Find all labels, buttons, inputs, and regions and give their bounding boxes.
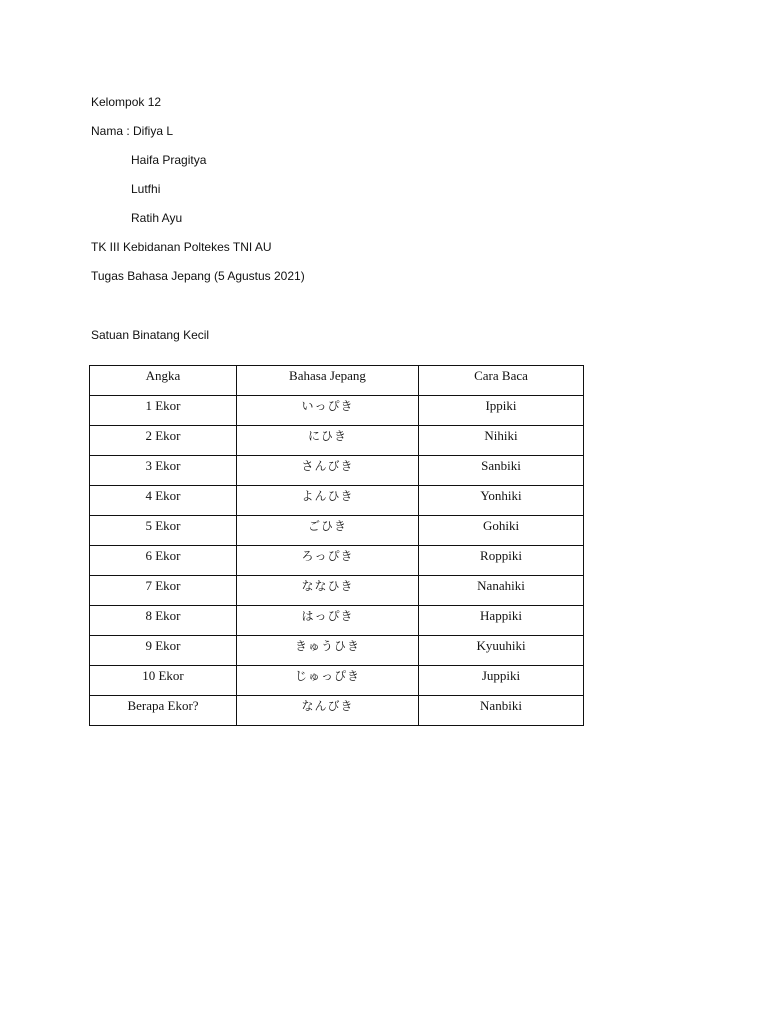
table-row [90,426,584,456]
cell-japanese: いっぴき [237,396,419,426]
table-row [90,696,584,726]
cell-reading: Yonhiki [419,486,584,516]
section-title: Satuan Binatang Kecil [91,328,210,342]
cell-japanese: はっぴき [237,606,419,636]
cell-reading: Roppiki [419,546,584,576]
cell-japanese: きゅうひき [237,636,419,666]
table-row [90,456,584,486]
cell-reading: Sanbiki [419,456,584,486]
member-name: Lutfhi [131,182,161,196]
cell-reading: Nanbiki [419,696,584,726]
cell-japanese: なんびき [237,696,419,726]
cell-number: 9 Ekor [90,636,237,666]
table-row [90,396,584,426]
cell-number: 4 Ekor [90,486,237,516]
cell-japanese: にひき [237,426,419,456]
assignment-line: Tugas Bahasa Jepang (5 Agustus 2021) [91,269,305,283]
cell-number: 8 Ekor [90,606,237,636]
table-body [90,396,584,726]
cell-reading: Juppiki [419,666,584,696]
cell-number: Berapa Ekor? [90,696,237,726]
table-row [90,636,584,666]
column-header-japanese: Bahasa Jepang [237,366,419,396]
cell-japanese: ろっぴき [237,546,419,576]
members-line: Nama : Difiya L [91,124,174,138]
table-row [90,606,584,636]
cell-number: 1 Ekor [90,396,237,426]
cell-reading: Ippiki [419,396,584,426]
table-row [90,666,584,696]
cell-reading: Nanahiki [419,576,584,606]
cell-number: 6 Ekor [90,546,237,576]
table-row [90,486,584,516]
cell-reading: Nihiki [419,426,584,456]
institution-line: TK III Kebidanan Poltekes TNI AU [91,240,272,254]
table-row [90,576,584,606]
cell-reading: Kyuuhiki [419,636,584,666]
table-row [90,516,584,546]
table-header-row [90,366,584,396]
cell-japanese: さんびき [237,456,419,486]
table-row [90,546,584,576]
cell-reading: Gohiki [419,516,584,546]
counter-table [89,365,584,726]
cell-japanese: よんひき [237,486,419,516]
cell-japanese: ななひき [237,576,419,606]
cell-number: 10 Ekor [90,666,237,696]
cell-reading: Happiki [419,606,584,636]
column-header-reading: Cara Baca [419,366,584,396]
cell-number: 2 Ekor [90,426,237,456]
group-name: Kelompok 12 [91,95,162,109]
cell-number: 3 Ekor [90,456,237,486]
member-name: Haifa Pragitya [131,153,207,167]
cell-number: 5 Ekor [90,516,237,546]
cell-japanese: じゅっぴき [237,666,419,696]
column-header-number: Angka [90,366,237,396]
cell-japanese: ごひき [237,516,419,546]
member-name: Ratih Ayu [131,211,183,225]
cell-number: 7 Ekor [90,576,237,606]
